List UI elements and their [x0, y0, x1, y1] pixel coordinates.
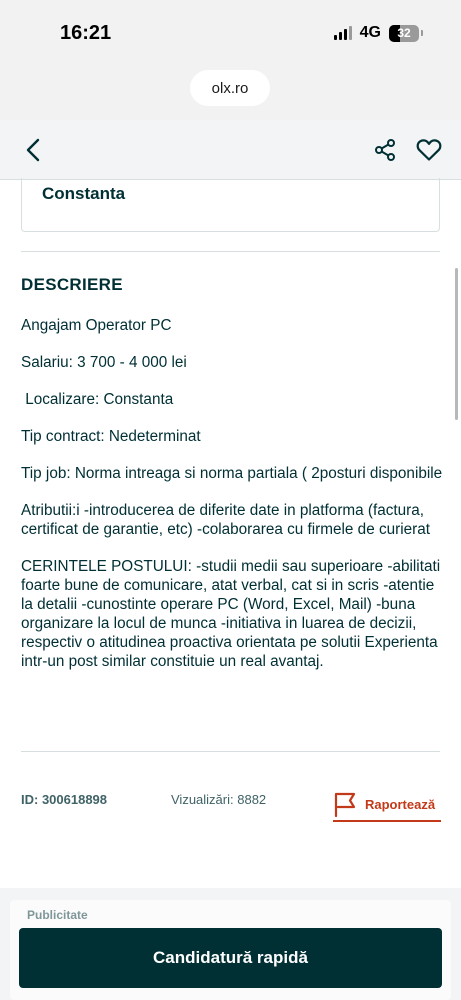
heart-icon [416, 138, 442, 162]
favorite-button[interactable] [415, 136, 443, 164]
views-count: Vizualizări: 8882 [171, 792, 267, 807]
description-paragraph: Localizare: Constanta [21, 391, 174, 408]
network-type: 4G [359, 24, 381, 41]
status-time: 16:21 [60, 22, 112, 44]
ad-id: ID: 300618898 [21, 792, 108, 807]
description-paragraph: Angajam Operator PC [21, 317, 172, 334]
quick-apply-button[interactable]: Candidatură rapidă [19, 928, 442, 988]
battery-nub [421, 30, 423, 36]
description-paragraph: Atributii:i -introducerea de diferite date in platforma (factura, certificat de garantie, etc) -colaborarea cu firmele de curierat [21, 502, 430, 538]
back-button[interactable] [20, 136, 46, 164]
app-header [0, 120, 461, 180]
description-paragraph: Tip contract: Nedeterminat [21, 428, 201, 445]
ad-content [0, 180, 461, 890]
description-body [21, 316, 443, 689]
description-paragraph: CERINTELE POSTULUI: -studii medii sau superioare -abilitati foarte bune de comunicare, atat verbal, cat si in scris -atentie la detalii -cunostinte operare PC (Word, Excel, Mail) -buna organizare la locul de munca -initiativa in luarea de decizii, respectiv o atitudinea proactiva orientata pe solutii Experienta intr-un post similar constituie un real avantaj. [21, 558, 441, 670]
section-divider [21, 751, 440, 752]
status-bar [0, 0, 461, 62]
published-label: Publicitate [27, 908, 88, 922]
share-button[interactable] [372, 137, 398, 163]
battery-icon [389, 25, 419, 42]
chevron-left-icon [26, 138, 40, 162]
status-indicators [334, 24, 423, 42]
battery-level: 32 [397, 26, 411, 40]
url-bar[interactable]: olx.ro [190, 70, 270, 106]
location-card [21, 178, 440, 232]
flag-icon [333, 792, 359, 818]
report-button[interactable] [333, 792, 441, 822]
description-paragraph: Tip job: Norma intreaga si norma partiala ( 2posturi disponibile [21, 465, 443, 482]
browser-address-area [0, 62, 461, 120]
report-label: Raportează [365, 797, 436, 812]
scrollbar[interactable] [455, 268, 458, 420]
location-city: Constanta [42, 184, 126, 203]
share-icon [373, 138, 397, 162]
cellular-signal-icon [334, 26, 352, 40]
description-title: DESCRIERE [21, 275, 123, 294]
section-divider [21, 251, 440, 252]
description-paragraph: Salariu: 3 700 - 4 000 lei [21, 354, 187, 371]
